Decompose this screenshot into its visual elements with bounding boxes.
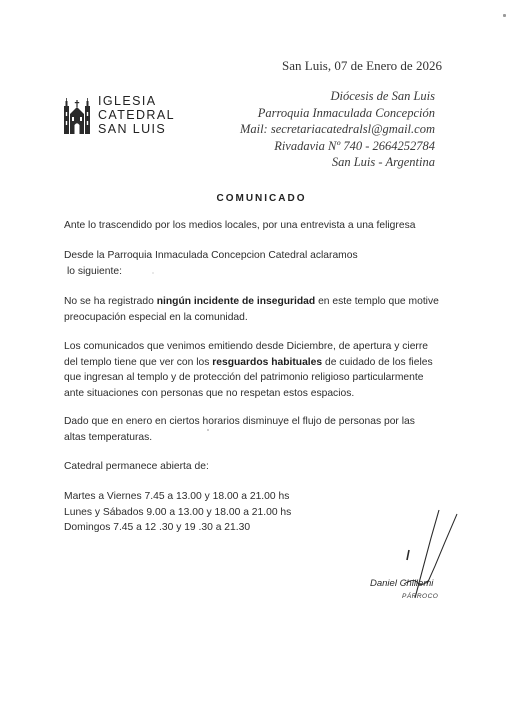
paragraph-intro: Ante lo trascendido por los medios locales, por una entrevista a una feligresa [64, 220, 416, 231]
paragraph-no-incident-line-1 [64, 294, 439, 310]
paragraph-clarification-line-1: Desde la Parroquia Inmaculada Concepcion Catedral aclaramos [64, 250, 358, 261]
parish-address: Rivadavia Nº 740 - 2664252784 [274, 138, 435, 153]
paragraph-communications-line-2 [64, 355, 433, 371]
church-logo [62, 94, 175, 136]
scan-speck [207, 429, 209, 431]
text-run: del templo tiene que ver con los [64, 356, 213, 368]
paragraph-no-incident-line-2: preocupación especial en la comunidad. [64, 311, 248, 323]
paragraph-clarification [64, 248, 358, 279]
logo-line-3: SAN LUIS [98, 122, 167, 136]
parish-contact-block [240, 88, 435, 171]
paragraph-communications [64, 339, 433, 401]
text-run: en este templo que motive [315, 296, 439, 307]
paragraph-clarification-line-2: lo siguiente: [67, 265, 122, 277]
schedule-item: Martes a Viernes 7.45 a 13.00 y 18.00 a 21.00 hs [64, 491, 290, 502]
text-run: No se ha registrado [64, 296, 157, 307]
emphasis-no-incident: ningún incidente de inseguridad [156, 296, 316, 307]
paragraph-january-line-1: Dado que en enero en ciertos horarios disminuye el flujo de personas por las [64, 416, 415, 427]
paragraph-january-line-2: altas temperaturas. [64, 431, 153, 443]
parish-city: San Luis - Argentina [331, 155, 435, 169]
paragraph-no-incident [64, 294, 439, 325]
text-run: de cuidado de los fieles [322, 356, 433, 368]
schedule-item: Lunes y Sábados 9.00 a 13.00 y 18.00 a 21.00 hs [64, 506, 292, 518]
paragraph-january [64, 414, 415, 445]
paragraph-communications-line-4: ante situaciones con personas que no respetan estos espacios. [64, 387, 355, 399]
emphasis-usual-safeguards: resguardos habituales [212, 356, 323, 368]
paragraph-communications-line-1: Los comunicados que venimos emitiendo desde Diciembre, de apertura y cierre [64, 341, 429, 352]
scan-speck [152, 272, 154, 274]
signer-role: PÁRROCO [402, 593, 439, 600]
schedule-item: Domingos 7.45 a 12 .30 y 19 .30 a 21.30 [64, 522, 251, 533]
cathedral-icon [62, 94, 92, 136]
signer-name: Daniel Chillemi [370, 578, 434, 589]
scan-speck [503, 14, 506, 17]
document-title: COMUNICADO [216, 193, 307, 204]
schedule-list [64, 489, 291, 536]
paragraph-open-hours-intro: Catedral permanece abierta de: [64, 461, 209, 472]
logo-line-2: CATEDRAL [98, 108, 175, 122]
logo-wordmark [98, 94, 175, 136]
document-date: San Luis, 07 de Enero de 2026 [282, 58, 442, 73]
logo-line-1: IGLESIA [98, 94, 157, 108]
parish-email: Mail: secretariacatedralsl@gmail.com [239, 122, 435, 136]
diocese-name: Diócesis de San Luis [330, 89, 435, 103]
parish-name: Parroquia Inmaculada Concepción [257, 105, 435, 120]
handwritten-signature [395, 508, 465, 605]
paragraph-communications-line-3: que ingresan al templo y de protección del patrimonio religioso particularmente [64, 372, 424, 383]
